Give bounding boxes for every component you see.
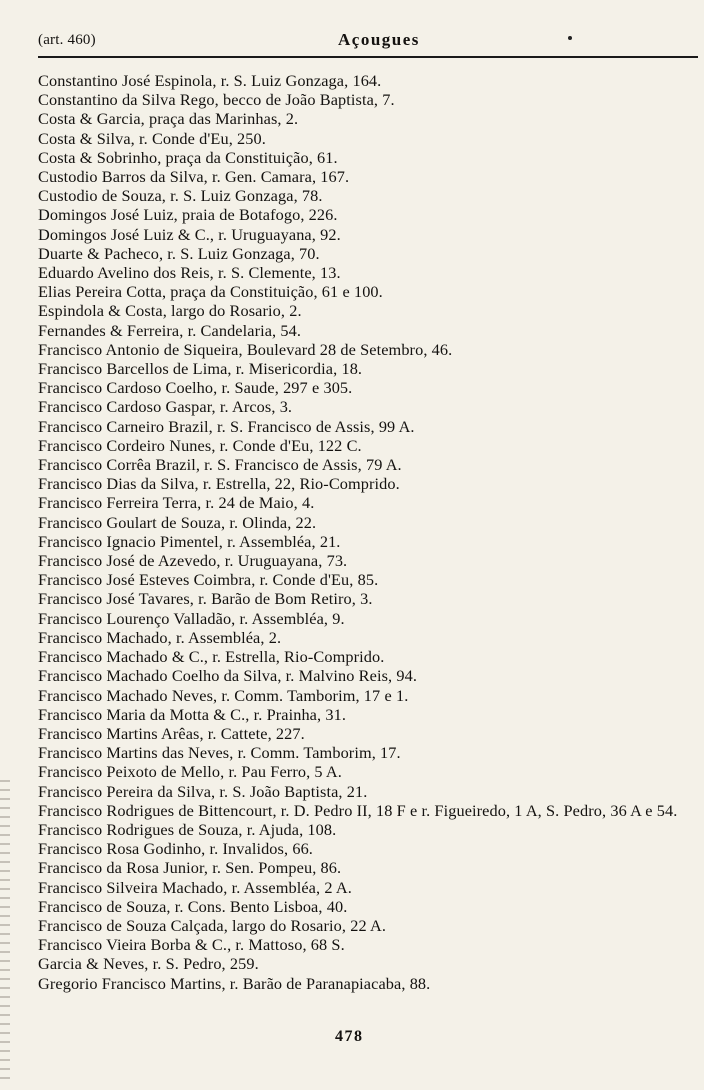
directory-entry: Francisco Machado, r. Assembléa, 2. bbox=[38, 627, 282, 647]
directory-entry: Custodio Barros da Silva, r. Gen. Camara, 167. bbox=[38, 167, 350, 187]
directory-entry: Francisco Rodrigues de Souza, r. Ajuda, 108. bbox=[38, 819, 337, 839]
directory-entry: Costa & Silva, r. Conde d'Eu, 250. bbox=[38, 128, 266, 148]
directory-entry: Gregorio Francisco Martins, r. Barão de Paranapiacaba, 88. bbox=[38, 973, 431, 993]
directory-entry: Francisco José de Azevedo, r. Uruguayana, 73. bbox=[38, 551, 348, 571]
directory-entry: Francisco Barcellos de Lima, r. Misericordia, 18. bbox=[38, 359, 363, 379]
print-mark bbox=[568, 36, 572, 40]
directory-entry: Francisco de Souza Calçada, largo do Rosario, 22 A. bbox=[38, 915, 386, 935]
directory-entry: Francisco Ferreira Terra, r. 24 de Maio, 4. bbox=[38, 493, 315, 513]
directory-entry: Costa & Sobrinho, praça da Constituição, 61. bbox=[38, 147, 338, 167]
directory-entry: Duarte & Pacheco, r. S. Luiz Gonzaga, 70. bbox=[38, 243, 320, 263]
directory-entry: Francisco Dias da Silva, r. Estrella, 22, Rio-Comprido. bbox=[38, 474, 400, 494]
directory-entry: Domingos José Luiz, praia de Botafogo, 226. bbox=[38, 205, 338, 225]
page-number: 478 bbox=[335, 1028, 364, 1045]
section-title: Açougues bbox=[338, 30, 420, 49]
directory-entry: Francisco Martins Arêas, r. Cattete, 227. bbox=[38, 723, 305, 743]
directory-entry: Francisco Martins das Neves, r. Comm. Tamborim, 17. bbox=[38, 743, 401, 763]
directory-entry: Francisco Vieira Borba & C., r. Mattoso, 68 S. bbox=[38, 935, 345, 955]
directory-entry: Fernandes & Ferreira, r. Candelaria, 54. bbox=[38, 320, 302, 340]
directory-entries bbox=[38, 71, 704, 993]
directory-entry: Francisco Machado & C., r. Estrella, Rio-Comprido. bbox=[38, 647, 385, 667]
directory-entry: Francisco Ignacio Pimentel, r. Assembléa, 21. bbox=[38, 531, 341, 551]
directory-entry: Custodio de Souza, r. S. Luiz Gonzaga, 78. bbox=[38, 186, 323, 206]
directory-entry: Domingos José Luiz & C., r. Uruguayana, 92. bbox=[38, 224, 341, 244]
directory-entry: Elias Pereira Cotta, praça da Constituição, 61 e 100. bbox=[38, 282, 383, 302]
directory-entry: Garcia & Neves, r. S. Pedro, 259. bbox=[38, 954, 259, 974]
directory-entry: Francisco Cordeiro Nunes, r. Conde d'Eu, 122 C. bbox=[38, 435, 362, 455]
directory-entry: Francisco Rodrigues de Bittencourt, r. D. Pedro II, 18 F e r. Figueiredo, 1 A, S. Pedro, 36 A e 54. bbox=[38, 800, 678, 820]
header-rule bbox=[38, 56, 698, 58]
directory-entry: Francisco Lourenço Valladão, r. Assembléa, 9. bbox=[38, 608, 345, 628]
directory-entry: Constantino José Espinola, r. S. Luiz Gonzaga, 164. bbox=[38, 71, 382, 90]
directory-entry: Francisco José Esteves Coimbra, r. Conde d'Eu, 85. bbox=[38, 570, 379, 590]
running-header bbox=[38, 30, 698, 56]
directory-entry: Francisco Rosa Godinho, r. Invalidos, 66. bbox=[38, 839, 313, 859]
margin-stain bbox=[0, 780, 10, 1080]
directory-entry: Francisco de Souza, r. Cons. Bento Lisboa, 40. bbox=[38, 896, 348, 916]
directory-entry: Francisco Corrêa Brazil, r. S. Francisco de Assis, 79 A. bbox=[38, 455, 402, 475]
directory-entry: Francisco Cardoso Coelho, r. Saude, 297 e 305. bbox=[38, 378, 353, 398]
directory-entry: Espindola & Costa, largo do Rosario, 2. bbox=[38, 301, 302, 321]
directory-entry: Francisco Silveira Machado, r. Assembléa, 2 A. bbox=[38, 877, 352, 897]
directory-entry: Francisco Machado Coelho da Silva, r. Malvino Reis, 94. bbox=[38, 666, 418, 686]
directory-entry: Francisco Machado Neves, r. Comm. Tamborim, 17 e 1. bbox=[38, 685, 409, 705]
directory-entry: Francisco Goulart de Souza, r. Olinda, 22. bbox=[38, 512, 317, 532]
directory-entry: Francisco Cardoso Gaspar, r. Arcos, 3. bbox=[38, 397, 293, 417]
directory-entry: Francisco da Rosa Junior, r. Sen. Pompeu, 86. bbox=[38, 858, 342, 878]
article-reference: (art. 460) bbox=[38, 32, 96, 48]
directory-entry: Francisco Maria da Motta & C., r. Prainha, 31. bbox=[38, 704, 347, 724]
directory-entry: Francisco Pereira da Silva, r. S. João Baptista, 21. bbox=[38, 781, 368, 801]
directory-entry: Eduardo Avelino dos Reis, r. S. Clemente, 13. bbox=[38, 263, 341, 283]
directory-entry: Francisco Peixoto de Mello, r. Pau Ferro, 5 A. bbox=[38, 762, 342, 782]
directory-entry: Francisco José Tavares, r. Barão de Bom Retiro, 3. bbox=[38, 589, 373, 609]
directory-entry: Francisco Carneiro Brazil, r. S. Francisco de Assis, 99 A. bbox=[38, 416, 415, 436]
directory-entry: Francisco Antonio de Siqueira, Boulevard 28 de Setembro, 46. bbox=[38, 339, 453, 359]
directory-entry: Costa & Garcia, praça das Marinhas, 2. bbox=[38, 109, 299, 129]
directory-entry: Constantino da Silva Rego, becco de João Baptista, 7. bbox=[38, 90, 395, 110]
